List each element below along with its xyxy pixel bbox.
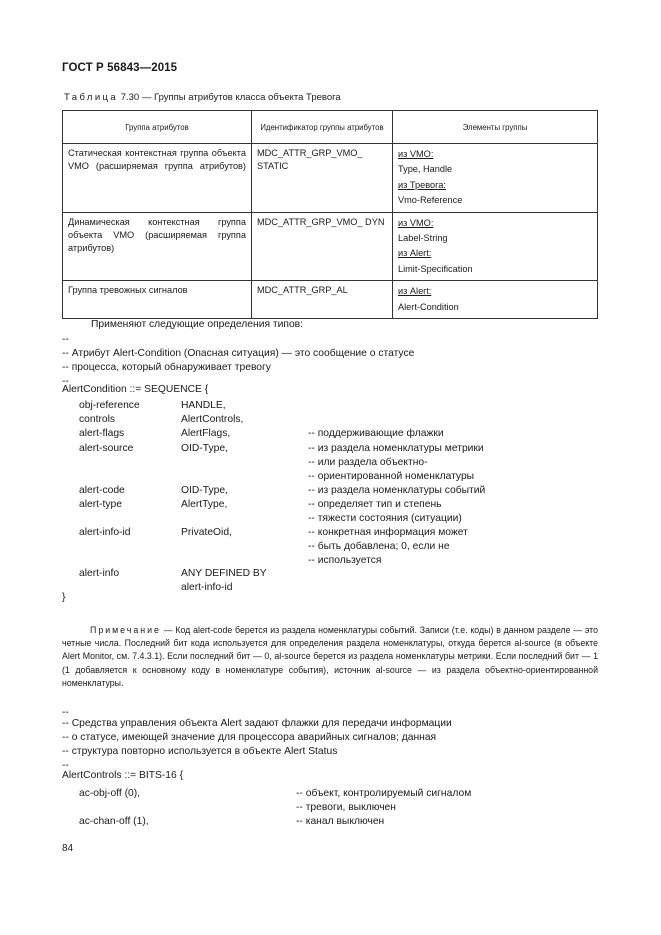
code-comment: -- Атрибут Alert-Condition (Опасная ситуация) — это сообщение о статусе [62, 348, 415, 359]
field-type: HANDLE, [181, 400, 226, 411]
table-caption-label: Таблица [64, 92, 119, 103]
element-item: Label-String [398, 233, 448, 244]
table-row [63, 212, 598, 281]
code-close-brace: } [62, 592, 66, 603]
field-comment: -- тяжести состояния (ситуации) [308, 513, 462, 524]
element-item: Limit-Specification [398, 263, 473, 274]
col-header-group: Группа атрибутов [63, 111, 252, 144]
field-comment: -- быть добавлена; 0, если не [308, 541, 450, 552]
field-name: ac-obj-off (0), [79, 788, 141, 799]
attribute-groups-table [62, 110, 598, 319]
code-declaration: AlertCondition ::= SEQUENCE { [62, 384, 209, 395]
cell-elements [393, 212, 598, 281]
element-item: Type, Handle [398, 164, 453, 175]
document-header: ГОСТ Р 56843—2015 [62, 62, 178, 74]
table-row [63, 281, 598, 319]
table-row [63, 144, 598, 213]
field-comment: -- тревоги, выключен [296, 802, 396, 813]
cell-id: MDC_ATTR_GRP_VMO_ DYN [252, 212, 393, 281]
code-comment: -- [62, 707, 69, 718]
code-comment: -- [62, 760, 69, 771]
col-header-id: Идентификатор группы атрибутов [252, 111, 393, 144]
cell-id: MDC_ATTR_GRP_AL [252, 281, 393, 319]
field-name: alert-info [79, 568, 120, 579]
field-comment: -- объект, контролируемый сигналом [296, 788, 472, 799]
field-comment: -- конкретная информация может [308, 527, 468, 538]
field-comment: -- или раздела объектно- [308, 457, 428, 468]
field-type: PrivateOid, [181, 527, 232, 538]
cell-group: Статическая контекстная группа объекта VMO (расширяемая группа атрибутов) [63, 144, 252, 213]
intro-text: Применяют следующие определения типов: [91, 319, 304, 330]
table-caption-text: 7.30 — Группы атрибутов класса объекта Тревога [118, 92, 341, 103]
col-header-elements: Элементы группы [393, 111, 598, 144]
field-comment: -- ориентированной номенклатуры [308, 471, 475, 482]
field-type: AlertType, [181, 499, 228, 510]
field-name: alert-flags [79, 428, 125, 439]
field-comment: -- поддерживающие флажки [308, 428, 444, 439]
note-label: Примечание [90, 625, 161, 635]
field-comment: -- используется [308, 555, 382, 566]
field-name: alert-source [79, 443, 134, 454]
element-item: Vmo-Reference [398, 195, 463, 206]
field-type: AlertFlags, [181, 428, 231, 439]
code-comment: -- структура повторно используется в объекте Alert Status [62, 746, 338, 757]
field-comment: -- канал выключен [296, 816, 385, 827]
element-source: из Alert: [398, 286, 432, 297]
note-text: — Код alert-code берется из раздела номенклатуры событий. Записи (т.е. коды) в данном разделе — это четные числа. Последний бит кода используется для определения раздела номенклатуры, откуда берется al-source (в объекте Alert Monitor, см. 7.4.3.1). Если последний бит — 0, al-source берется из раздела номенклатуры метрики. Если последний бит — 1 (1 добавляется к основному коду в номенклатуре события), источник al-source — из раздела объектно-ориентированной номенклатуры. [62, 625, 598, 688]
field-type: alert-info-id [181, 582, 233, 593]
field-name: ac-chan-off (1), [79, 816, 149, 827]
field-name: alert-info-id [79, 527, 131, 538]
field-name: alert-code [79, 485, 125, 496]
code-comment: -- процесса, который обнаруживает тревогу [62, 362, 271, 373]
code-comment: -- [62, 376, 69, 387]
code-comment: -- Средства управления объекта Alert задают флажки для передачи информации [62, 718, 452, 729]
code-comment: -- о статусе, имеющей значение для процессора аварийных сигналов; данная [62, 732, 437, 743]
cell-group: Группа тревожных сигналов [63, 281, 252, 319]
field-comment: -- из раздела номенклатуры метрики [308, 443, 484, 454]
field-type: ANY DEFINED BY [181, 568, 267, 579]
note-paragraph [62, 624, 598, 690]
field-name: controls [79, 414, 116, 425]
cell-group: Динамическая контекстная группа объекта VMO (расширяемая группа атрибутов) [63, 212, 252, 281]
page-number: 84 [62, 843, 74, 854]
table-header-row [63, 111, 598, 144]
field-comment: -- из раздела номенклатуры событий [308, 485, 486, 496]
field-type: AlertControls, [181, 414, 244, 425]
table-caption [64, 92, 341, 103]
cell-elements [393, 281, 598, 319]
field-name: alert-type [79, 499, 122, 510]
element-source: из Alert: [398, 248, 432, 259]
element-item: Alert-Condition [398, 301, 459, 312]
element-source: из Тревога: [398, 179, 446, 190]
field-name: obj-reference [79, 400, 140, 411]
cell-id: MDC_ATTR_GRP_VMO_ STATIC [252, 144, 393, 213]
field-type: OID-Type, [181, 485, 228, 496]
field-comment: -- определяет тип и степень [308, 499, 442, 510]
element-source: из VMO: [398, 149, 434, 159]
element-source: из VMO: [398, 217, 434, 228]
cell-elements [393, 144, 598, 213]
code-comment: -- [62, 334, 69, 345]
code-declaration: AlertControls ::= BITS-16 { [62, 770, 184, 781]
field-type: OID-Type, [181, 443, 228, 454]
